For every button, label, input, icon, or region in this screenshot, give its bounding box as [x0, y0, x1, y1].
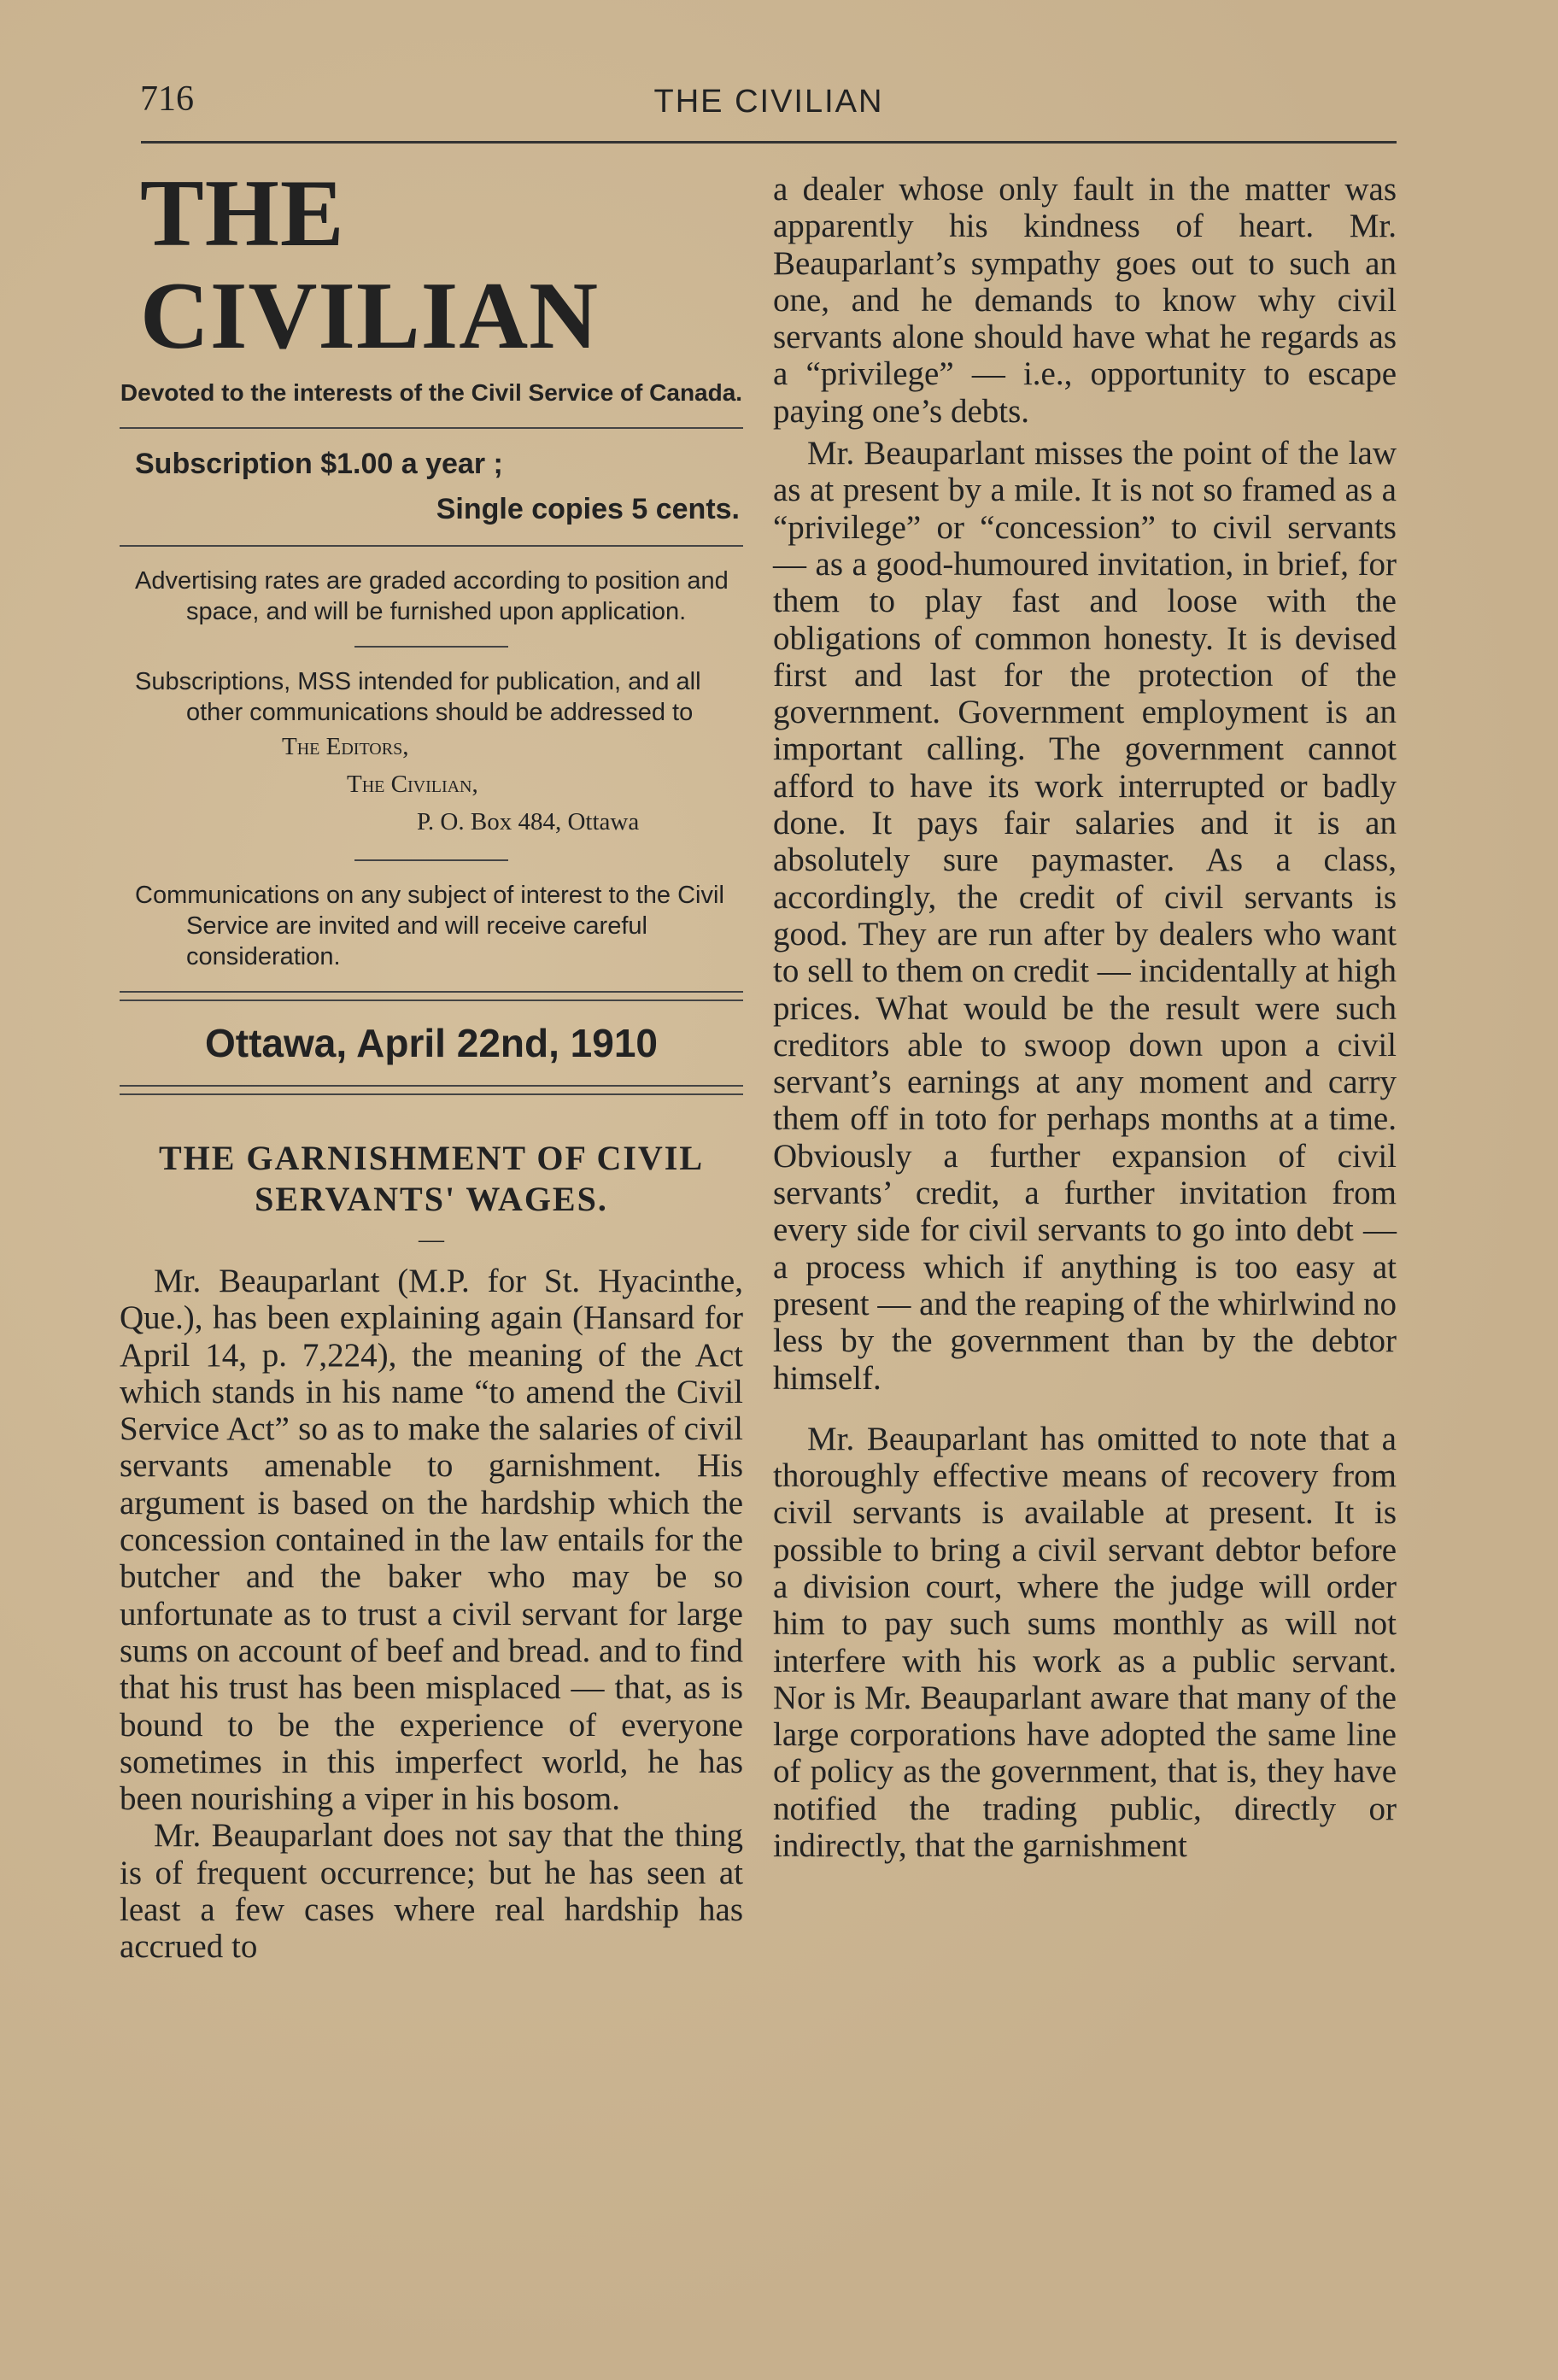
masthead-tagline: Devoted to the interests of the Civil Service of Canada. — [120, 379, 743, 406]
article-paragraph: Mr. Beauparlant misses the point of the law as at present by a mile. It is not so framed as a “privilege” or “concession” to civil servants — as a good-humoured invitation, in brief, for them to play fast and loose with the obligations of common honesty. It is devised first and last for the protection of the government. Government employment is an important calling. The government cannot afford to have its work interrupted or badly done. It pays fair salaries and it is an absolutely sure paymaster. As a class, accordingly, the credit of civil servants is good. They are run after by dealers who want to sell to them on credit — incidentally at high prices. What would be the result were such creditors able to swoop down upon a civil servant’s earnings at any moment and carry them off in toto for perhaps months at a time. Obviously a further expansion of civil servants’ credit, a further invitation from every side for civil servants to go into debt — a process which if anything is too easy at present — and the reaping of the whirlwind no less by the government than by the debtor himself. — [773, 435, 1397, 1397]
divider — [354, 859, 508, 861]
communications-notice: Communications on any subject of interest to the Civil Service are invited and will receive careful consideration. — [135, 882, 724, 970]
submissions-notice: Subscriptions, MSS intended for publication, and all other communications should be addressed to — [135, 668, 701, 726]
address-line: The Editors, — [282, 733, 409, 760]
running-title: THE CIVILIAN — [653, 84, 884, 120]
article-paragraph: Mr. Beauparlant does not say that the thing is of frequent occurrence; but he has seen at least a few cases where real hardship has accrued to — [120, 1817, 743, 1966]
article-paragraph: Mr. Beauparlant has omitted to note that a thoroughly effective means of recovery from civil servants is available at present. It is possible to bring a civil servant debtor before a division court, where the judge will order him to pay such sums monthly as will not interfere with his work as a public servant. Nor is Mr. Beauparlant aware that many of the large corporations have adopted the same line of policy as the government, that is, they have notified the trading public, directly or indirectly, that the garnishment — [773, 1420, 1397, 1865]
address-line: The Civilian, — [347, 771, 478, 798]
subscription-price: Subscription $1.00 a year ; — [135, 448, 503, 480]
article-paragraph: a dealer whose only fault in the matter was apparently his kindness of heart. Mr. Beauparlant’s sympathy goes out to such an one, and he demands to know why civil servants alone should have what he regards as a “privilege” — i.e., opportunity to escape paying one’s debts. — [773, 171, 1397, 430]
single-copy-price: Single copies 5 cents. — [436, 493, 740, 525]
divider — [354, 646, 508, 648]
article-paragraph: Mr. Beauparlant (M.P. for St. Hyacinthe, Que.), has been explaining again (Hansard for April 14, p. 7,224), the meaning of the Act which stands in his name “to amend the Civil Service Act” so as to make the salaries of civil servants amenable to garnishment. His argument is based on the hardship which the concession contained in the law entails for the butcher and the baker who may be so unfortunate as to trust a civil servant for large sums on account of beef and bread. and to find that his trust has been misplaced — that, as is bound to be the experience of everyone sometimes in this imperfect world, he has been nourishing a viper in his bosom. — [120, 1263, 743, 1818]
divider — [120, 427, 743, 429]
double-divider — [120, 991, 743, 1001]
header-rule — [141, 141, 1397, 144]
masthead-title: THE CIVILIAN — [140, 161, 599, 369]
left-column — [120, 162, 743, 1966]
title-dash: — — [419, 1225, 444, 1253]
divider — [120, 545, 743, 547]
right-column — [773, 171, 1397, 1864]
address-line: P. O. Box 484, Ottawa — [417, 808, 640, 835]
page-header — [137, 79, 1401, 130]
page-number: 716 — [140, 79, 194, 119]
issue-dateline: Ottawa, April 22nd, 1910 — [204, 1021, 659, 1065]
editor-address — [120, 728, 743, 841]
article-title: THE GARNISHMENT OF CIVIL SERVANTS' WAGES. — [158, 1139, 705, 1218]
double-divider — [120, 1085, 743, 1095]
advertising-notice: Advertising rates are graded according to position and space, and will be furnished upon application. — [135, 567, 729, 625]
